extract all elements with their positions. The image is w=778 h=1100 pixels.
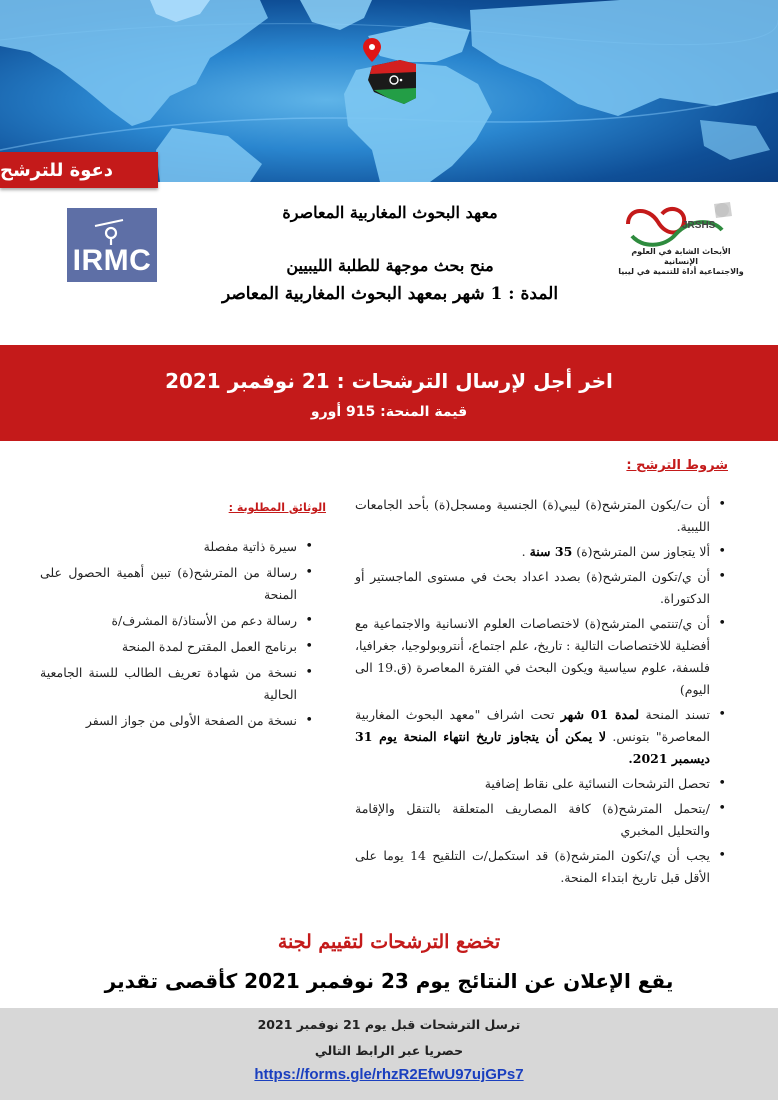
condition-item: • أن ت/يكون المترشح(ة) ليبي(ة) الجنسية ومسجل(ة) بأحد الجامعات الليبية. [355, 494, 728, 538]
jrshs-tagline-line-2: والاجتماعية أداة للتنمية في ليبيا [618, 267, 744, 276]
document-item: • سيرة ذاتية مفصلة [40, 536, 315, 558]
jrshs-tagline [616, 247, 746, 277]
irmc-logo [67, 208, 157, 282]
committee-review-note: تخضع الترشحات لتقييم لجنة [277, 931, 501, 953]
condition-item: • تسند المنحة لمدة 01 شهر تحت اشراف "معهد البحوث المغاربية المعاصرة" بتونس. لا يمكن أن يتجاوز تاريخ انتهاء المنحة يوم 31 ديسمبر 2021. [355, 704, 728, 770]
document-item: • برنامج العمل المقترح لمدة المنحة [40, 636, 315, 658]
results-announcement: يقع الإعلان عن النتائج يوم 23 نوفمبر 2021 كأقصى تقدير [104, 969, 674, 993]
condition-item: • أن ي/تنتمي المترشح(ة) لاختصاصات العلوم الانسانية والاجتماعية مع أفضلية للاختصاصات التالية : تاريخ، علم اجتماع، أنتروبولوجيا، جغرافيا، فلسفة، علوم سياسية ويكون البحث في الفترة المعاصرة (ق.19 الى اليوم) [355, 613, 728, 701]
application-deadline: اخر أجل لإرسال الترشحات : 21 نوفمبر 2021 [165, 369, 613, 393]
condition-item: • أن ي/تكون المترشح(ة) بصدد اعداد بحث في مستوى الماجستير أو الدكتوراة. [355, 566, 728, 610]
institute-name: معهد البحوث المغاربية المعاصرة [282, 203, 498, 222]
deadline-band [0, 345, 778, 441]
documents-title: الوثائق المطلوبة : [228, 501, 326, 514]
irmc-mark-icon [93, 216, 133, 246]
jrshs-tagline-line-1: الأبحاث الشابة في العلوم الإنسانية [631, 247, 731, 266]
condition-item: • ألا يتجاوز سن المترشح(ة) 35 سنة . [355, 541, 728, 563]
grant-value: قيمة المنحة: 915 أورو [310, 404, 468, 420]
document-item: • نسخة من شهادة تعريف الطالب للسنة الجامعية الحالية [40, 662, 315, 706]
location-pin-icon [363, 38, 381, 62]
application-form-link[interactable]: https://forms.gle/rhzR2EfwU97ujGPs7 [254, 1066, 524, 1083]
condition-item: • تحصل الترشحات النسائية على نقاط إضافية [355, 773, 728, 795]
grant-title: منح بحث موجهة للطلبة الليبيين [286, 256, 494, 275]
grant-duration: المدة : 1 شهر بمعهد البحوث المغاربية المعاصر [221, 284, 559, 304]
document-item: • نسخة من الصفحة الأولى من جواز السفر [40, 710, 315, 732]
condition-item: • /يتحمل المترشح(ة) كافة المصاريف المتعلقة بالتنقل والإقامة والتحليل المخبري [355, 798, 728, 842]
call-for-applications-badge [0, 152, 158, 188]
svg-text:JRSHS: JRSHS [682, 220, 716, 231]
submission-deadline-note: ترسل الترشحات قبل يوم 21 نوفمبر 2021 [257, 1017, 521, 1032]
document-item: • رسالة دعم من الأستاذ/ة المشرف/ة [40, 610, 315, 632]
call-badge-label: دعوة للترشح [0, 159, 114, 181]
submission-footer [0, 1008, 778, 1100]
conditions-list [355, 494, 728, 892]
documents-list [40, 536, 315, 736]
irmc-logo-text: IRMC [72, 244, 152, 277]
condition-item: • يجب أن ي/تكون المترشح(ة) قد استكمل/ت التلقيح 14 يوما على الأقل قبل تاريخ ابتداء المنحة. [355, 845, 728, 889]
document-item: • رسالة من المترشح(ة) تبين أهمية الحصول على المنحة [40, 562, 315, 606]
conditions-title: شروط الترشح : [626, 458, 728, 473]
submission-channel-note: حصريا عبر الرابط التالي [314, 1043, 464, 1058]
